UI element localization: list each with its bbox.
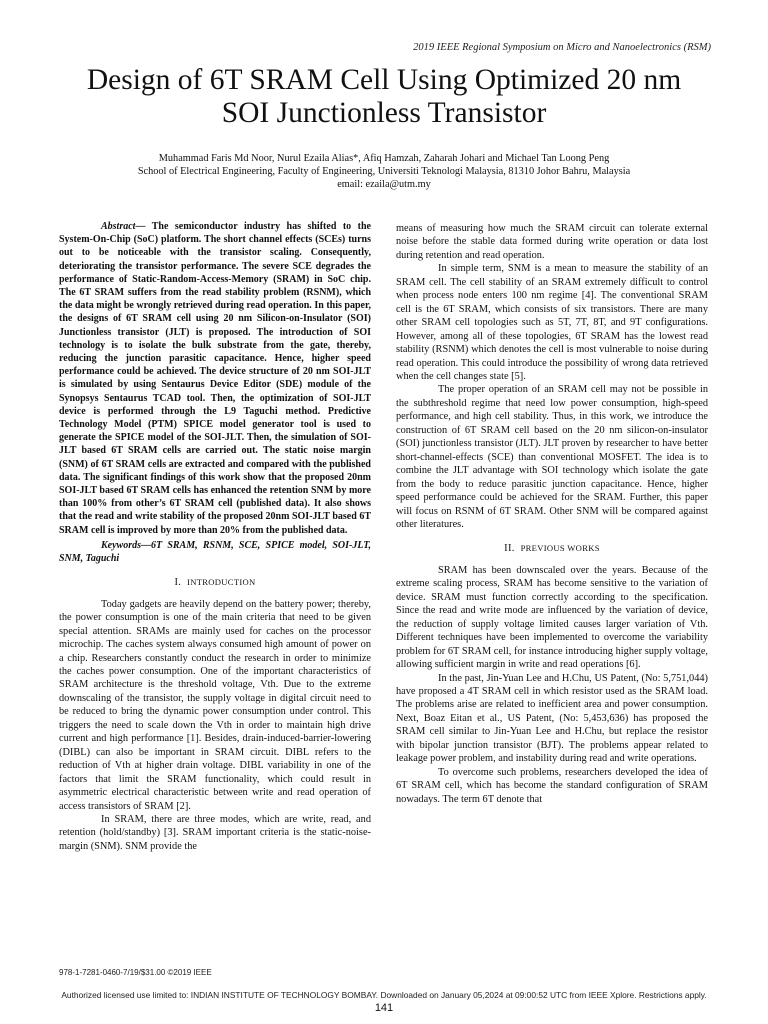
isbn-footer: 978-1-7281-0460-7/19/$31.00 ©2019 IEEE: [59, 968, 212, 977]
page-number: 141: [374, 1002, 394, 1014]
author-block: [0, 152, 768, 191]
previous-works-paragraph-3: To overcome such problems, researchers developed the idea of 6T SRAM cell, which has become the standard configuration of SRAM nowadays. The term 6T denote that: [396, 766, 708, 805]
paper-title-line-2: SOI Junctionless Transistor: [221, 97, 547, 129]
section-heading-introduction: [59, 576, 371, 589]
authors: Muhammad Faris Md Noor, Nurul Ezaila Alias*, Afiq Hamzah, Zaharah Johari and Michael Tan Loong Peng: [158, 153, 610, 164]
conference-header: 2019 IEEE Regional Symposium on Micro and Nanoelectronics (RSM): [413, 42, 711, 53]
section-title: PREVIOUS WORKS: [520, 543, 600, 554]
paper-title-line-1: Design of 6T SRAM Cell Using Optimized 20 nm: [86, 64, 682, 96]
left-column: [59, 220, 371, 853]
abstract-text: — The semiconductor industry has shifted to the System-On-Chip (SoC) platform. The short channel effects (SCEs) turns out to be noticeable with the transistor scaling. Consequently, deteriorating the transistor performance. The severe SCE degrades the performance of Static-Random-Access-Memory (SRAM) in SoC chip. The 6T SRAM suffers from the read stability problem (RSNM), which the data might be wrongly retrieved during read operation. In this paper, the designs of 6T SRAM cell using 20 nm Silicon-on-Insulator (SOI) Junctionless transistor (JLT) is proposed. The introduction of SOI technology is to isolate the bulk substrate from the gate, thereby, reducing the junction parasitic capacitance. Hence, higher speed performance could be achieved. The device structure of 20 nm SOI-JLT is simulated by using Sentaurus Device Editor (SDE) module of the Synopsys Sentaurus TCAD tool. Then, the optimization of SOI-JLT device is performed through the L9 Taguchi method. Predictive Technology Model (PTM) SPICE model generator tool is used to generate the SPICE model of the SOI-JLT. Then, the simulation of SOI-JLT based 6T SRAM cells are carried out. The static noise margin (SNM) of 6T SRAM cells are extracted and compared with the published data. The significant findings of this work show that the proposed 20nm SOI-JLT based 6T SRAM cells has enhanced the retention SNM by more than 100% from other’s 6T SRAM cell (published data). It also shows that the read and write stability of the proposed 20nm SOI-JLT based 6T SRAM cell is improved by more than 20% from the published data.: [59, 221, 371, 536]
right-paragraph-1: means of measuring how much the SRAM circuit can tolerate external noise before the stable data formed during write operation or data lost during retention and read operation.: [396, 223, 708, 261]
abstract: [59, 220, 371, 537]
section-number: I.: [174, 577, 182, 589]
right-paragraph-2: In simple term, SNM is a mean to measure the stability of an SRAM cell. The cell stability of an SRAM extremely difficult to control when process node enters 100 nm regime [4]. The conventional SRAM cell is the 6T SRAM, which consists of six transistors. There are many other SRAM cell topologies such as 5T, 7T, 8T, and 9T configurations. However, among all of these topologies, 6T SRAM has the lowest read stability (RSNM) which denotes the cell is most vulnerable to noise during read operation. This could introduce the possibility of wrong data retrieved when the cell changes state [5].: [396, 263, 708, 382]
right-column: [396, 222, 708, 806]
intro-paragraph-2: In SRAM, there are three modes, which are write, read, and retention (hold/standby) [3]. SRAM important criteria is the static-noise-margin (SNM). SNM provide the: [59, 813, 371, 852]
section-title: INTRODUCTION: [187, 577, 256, 588]
section-heading-previous-works: [396, 542, 708, 555]
email: email: ezaila@utm.my: [337, 179, 431, 190]
previous-works-paragraph-2: In the past, Jin-Yuan Lee and H.Chu, US Patent, (No: 5,751,044) have proposed a 4T SRAM cell in which resistor used as the SRAM load. The problems arise are related to inefficient area and power consumption. Next, Boaz Eitan et al., US Patent, (No: 5,453,636) has proposed the SRAM cell similar to Jin-Yuan Lee and H.Chu, but replace the resistor with bipolar junction transistor (BJT). The problems appear related to leakage power problem, and instability during read and write operations.: [396, 672, 708, 765]
previous-works-paragraph-1: SRAM has been downscaled over the years. Because of the extreme scaling process, SRAM has become sensitive to the variation of device. SRAM must function correctly according to the specification. Since the read and write mode are influenced by the variation of device, the reduction of supply voltage limited causes larger variation of Vth. Different techniques have been implemented to overcome the variability problem for 6T SRAM cell, for instance introducing higher supply voltage, allowing sufficient margin in write and read operations [6].: [396, 564, 708, 671]
section-number: II.: [504, 543, 515, 555]
intro-paragraph-1: Today gadgets are heavily depend on the battery power; thereby, the power consumption is one of the main criteria that need to be given special attention. SRAMs are mainly used for caches on the processor microchip. The caches system always consumed high amount of power on a chip. Researchers constantly conduct the research in order to minimize the caches power consumption. One of the important characteristics of SRAM architecture is the threshold voltage, Vth. Due to the extreme downscaling of the transistor, the supply voltage in digital circuit need to be reduced to bring the dynamic power consumption under control. This triggers the need to scale down the Vth in order to maintain high drive current and high performance [1]. Besides, drain-induced-barrier-lowering (DIBL) can also be important in SRAM circuit. DIBL refers to the reduction of Vth at higher drain voltage. DIBL variability in one of the factors that limit the SRAM functionality, which could result in asymmetric electrical characteristic between write and read operation of access transistors of SRAM [2].: [59, 598, 371, 812]
license-notice: Authorized licensed use limited to: INDIAN INSTITUTE OF TECHNOLOGY BOMBAY. Downloaded on January 05,2024 at 09:00:52 UTC from IEEE Xplore. Restrictions apply.: [61, 990, 707, 1000]
paper-title: [0, 64, 768, 130]
right-paragraph-3: The proper operation of an SRAM cell may not be possible in the subthreshold regime that need low power consumption, high-speed performance, and high cell stability. Thus, in this work, we introduce the construction of 6T SRAM cell based on the 20 nm silicon-on-insulator (SOI) junctionless transistor (JLT). JLT proven by researcher to have better short-channel-effects (SCE) than conventional MOSFET. The idea is to combine the JLT advantage with SOI technology which isolate the gate from the body to reduce parasitic junction capacitance. Hence, higher speed performance could be achieved for the SRAM. Further, this paper will focus on RSNM of 6T SRAM. Other SNM will be compared against other literatures.: [396, 384, 708, 530]
abstract-label: Abstract: [101, 221, 136, 232]
affiliation: School of Electrical Engineering, Faculty of Engineering, Universiti Teknologi Malaysia, 81310 Johor Bahru, Malaysia: [137, 166, 631, 177]
keywords: Keywords—6T SRAM, RSNM, SCE, SPICE model, SOI-JLT, SNM, Taguchi: [59, 539, 371, 565]
